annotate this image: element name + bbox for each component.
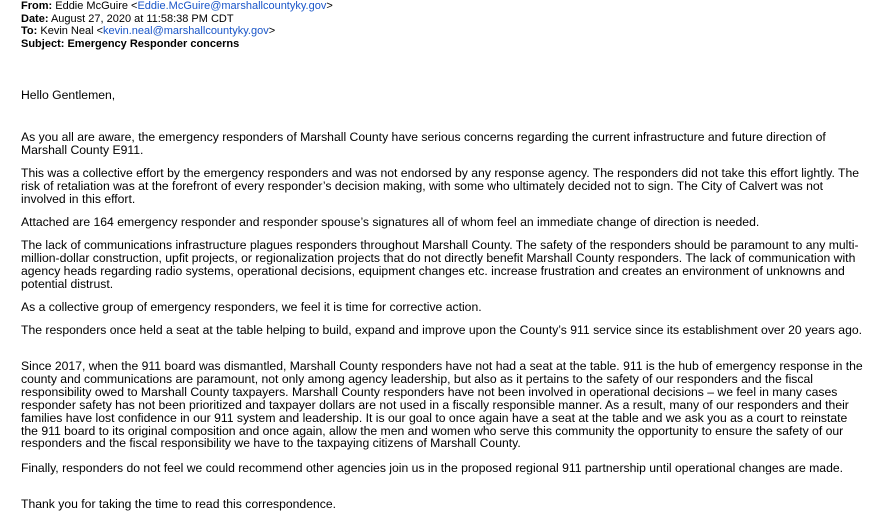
subject-label: Subject:: [21, 37, 65, 50]
to-close: >: [268, 25, 276, 38]
paragraph: Attached are 164 emergency responder and responder spouse’s signatures all of whom feel an immediate change of direction is needed.: [21, 215, 760, 229]
paragraph: The lack of communications infrastructure plagues responders throughout Marshall County. The safety of the responders should be paramount to any multi-million-dollar construction, upfit projects, or regionalization projects that do not directly benefit Marshall County responders. The lack of communication with agency heads regarding radio systems, operational decisions, equipment changes etc. increase frustration and creates an environment of unknowns and potential distrust.: [21, 238, 859, 291]
date-value: August 27, 2020 at 11:58:38 PM CDT: [50, 12, 234, 25]
date-label: Date:: [21, 12, 49, 25]
email-header: [21, 0, 861, 50]
paragraph: As you all are aware, the emergency responders of Marshall County have serious concerns regarding the current infrastructure and future direction of Marshall County E911.: [21, 130, 826, 157]
greeting: Hello Gentlemen,: [21, 88, 116, 102]
from-close: >: [326, 0, 333, 12]
from-email-link[interactable]: Eddie.McGuire@marshallcountyky.gov: [137, 0, 327, 12]
date-line: [21, 13, 861, 26]
paragraph: This was a collective effort by the emergency responders and was not endorsed by any response agency. The responders did not take this effort lightly. The risk of retaliation was at the forefront of every responder’s decision making, with some who ultimately decided not to sign. The City of Calvert was not involved in this effort.: [21, 166, 860, 206]
to-label: To:: [21, 25, 38, 38]
to-line: [21, 25, 861, 38]
subject-value: Emergency Responder concerns: [67, 37, 240, 50]
paragraph: As a collective group of emergency responders, we feel it is time for corrective action.: [21, 300, 482, 314]
signoff: Thank you for taking the time to read this correspondence.: [21, 497, 337, 511]
email-message: [21, 0, 863, 511]
from-name: Eddie McGuire <: [55, 0, 138, 12]
subject-line: [21, 38, 861, 51]
paragraph: Since 2017, when the 911 board was dismantled, Marshall County responders have not had a seat at the table. 911 is the hub of emergency response in the county and communications are paramount, not only among agency leadership, but also as it pertains to the safety of our responders and the fiscal responsibility owed to Marshall County taxpayers. Marshall County responders have not been involved in operational decisions – we feel in many cases responder safety has not been prioritized and taxpayer dollars are not used in a fiscally responsible manner. As a result, many of our responders and their families have lost confidence in our 911 system and leadership. It is our goal to once again have a seat at the table and we ask you as a court to reinstate the 911 board to its original composition and once again, allow the men and women who serve this community the opportunity to ensure the safety of our responders and the fiscal responsibility we have to the taxpaying citizens of Marshall County.: [21, 359, 863, 451]
from-label: From:: [21, 0, 53, 12]
to-email-link[interactable]: kevin.neal@marshallcountyky.gov: [103, 25, 269, 38]
from-line: [21, 0, 861, 13]
to-name: Kevin Neal <: [40, 25, 104, 38]
paragraph: Finally, responders do not feel we could recommend other agencies join us in the proposed regional 911 partnership until operational changes are made.: [21, 461, 844, 475]
paragraph: The responders once held a seat at the table helping to build, expand and improve upon the County’s 911 service since its establishment over 20 years ago.: [21, 323, 863, 337]
